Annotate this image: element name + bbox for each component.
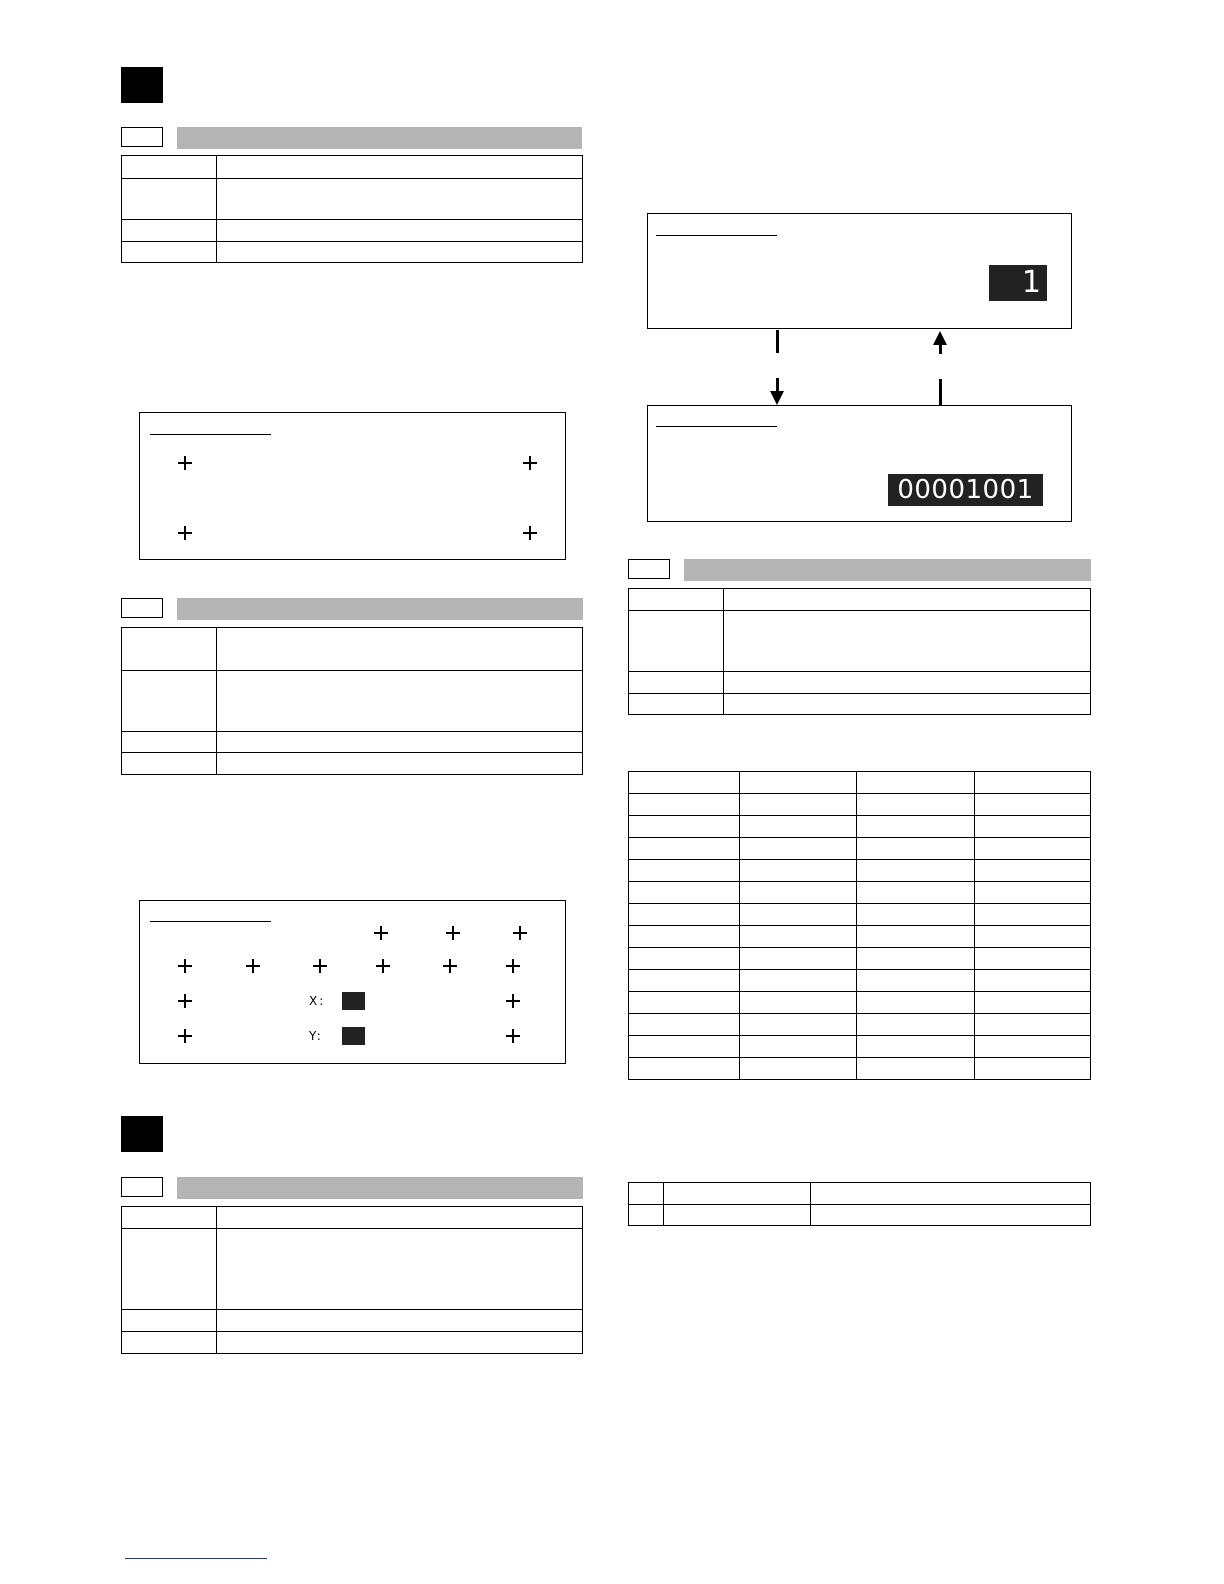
crosshair-icon: [178, 1029, 192, 1043]
crosshair-icon: [178, 526, 192, 540]
table-row: [629, 948, 1091, 970]
table-row: [629, 672, 1091, 694]
y-value-box: [342, 1027, 365, 1045]
screen-title-underline: [150, 921, 271, 922]
x-axis-label: X:: [309, 994, 326, 1008]
table-row: [122, 156, 583, 179]
lcd-screen-corner-marks: [139, 412, 566, 560]
table-row: [122, 628, 583, 671]
section-marker-1: [121, 67, 163, 103]
count-value-display: 1: [989, 265, 1047, 301]
item-title-bar-a: [177, 127, 582, 149]
binary-value-display: 00001001: [888, 474, 1043, 506]
crosshair-icon: [178, 456, 192, 470]
table-row: [629, 1183, 1091, 1205]
lcd-screen-count: [647, 213, 1072, 329]
flow-connector: [776, 378, 779, 392]
table-row: [122, 242, 583, 263]
table-row: [122, 1310, 583, 1332]
table-row: [122, 220, 583, 242]
crosshair-icon: [513, 926, 527, 940]
screen-title-underline: [150, 434, 271, 435]
spec-table-a: [121, 155, 583, 263]
table-row: [629, 1014, 1091, 1036]
lcd-screen-binary: [647, 405, 1072, 522]
crosshair-icon: [246, 959, 260, 973]
table-row: [122, 179, 583, 220]
arrow-up-icon: [933, 331, 947, 345]
table-row: [629, 611, 1091, 672]
table-row: [629, 860, 1091, 882]
flow-connector: [776, 330, 779, 353]
lcd-screen-adjust-points: [139, 900, 566, 1064]
table-row: [629, 882, 1091, 904]
table-row: [122, 1229, 583, 1310]
table-row: [629, 970, 1091, 992]
y-axis-label: Y:: [309, 1029, 323, 1043]
item-title-bar-c: [177, 1177, 583, 1199]
table-row: [629, 1205, 1091, 1226]
footer-link-underline: [125, 1558, 267, 1559]
small-reference-table: [628, 1182, 1091, 1226]
table-row: [629, 816, 1091, 838]
table-row: [629, 1036, 1091, 1058]
item-code-box-d: [628, 559, 670, 579]
crosshair-icon: [178, 994, 192, 1008]
crosshair-icon: [506, 1029, 520, 1043]
flow-connector: [939, 379, 942, 406]
screen-title-underline: [656, 426, 777, 427]
screen-title-underline: [656, 235, 777, 236]
section-marker-2: [121, 1116, 163, 1152]
crosshair-icon: [523, 456, 537, 470]
table-row: [629, 589, 1091, 611]
crosshair-icon: [313, 959, 327, 973]
table-header-row: [629, 772, 1091, 794]
table-row: [629, 904, 1091, 926]
flow-connector: [939, 344, 942, 354]
crosshair-icon: [446, 926, 460, 940]
table-row: [122, 1207, 583, 1229]
crosshair-icon: [506, 994, 520, 1008]
crosshair-icon: [506, 959, 520, 973]
table-row: [122, 732, 583, 753]
table-row: [122, 753, 583, 775]
table-row: [629, 794, 1091, 816]
crosshair-icon: [443, 959, 457, 973]
table-row: [122, 671, 583, 732]
table-row: [629, 1058, 1091, 1080]
crosshair-icon: [376, 959, 390, 973]
spec-table-b: [121, 627, 583, 775]
spec-table-c: [121, 1206, 583, 1354]
table-row: [629, 694, 1091, 715]
table-row: [122, 1332, 583, 1354]
settings-grid-table: [628, 771, 1091, 1080]
item-code-box-b: [121, 598, 163, 618]
arrow-down-icon: [770, 391, 784, 405]
crosshair-icon: [523, 526, 537, 540]
table-row: [629, 926, 1091, 948]
item-title-bar-d: [684, 559, 1091, 581]
item-code-box-a: [121, 127, 163, 147]
table-row: [629, 992, 1091, 1014]
spec-table-d: [628, 588, 1091, 715]
item-title-bar-b: [177, 598, 583, 620]
crosshair-icon: [178, 959, 192, 973]
crosshair-icon: [374, 926, 388, 940]
table-row: [629, 838, 1091, 860]
x-value-box: [342, 992, 365, 1010]
item-code-box-c: [121, 1177, 163, 1197]
